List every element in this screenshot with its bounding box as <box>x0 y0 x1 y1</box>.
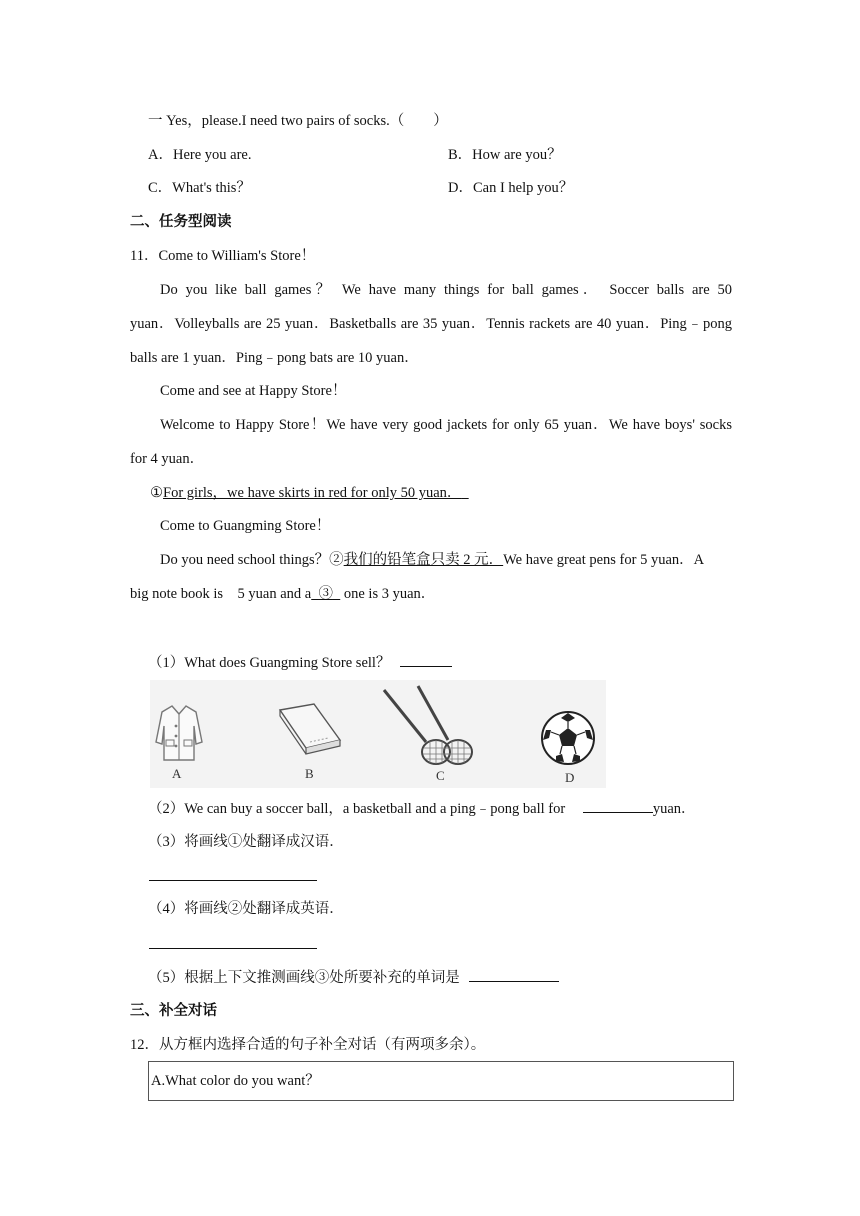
guangming-text-line2-end: one is 3 yuan． <box>340 586 436 602</box>
sub-question-4-text-start: （4）将画线 <box>148 901 228 917</box>
underlined-text-1: For girls，we have skirts in red for only 50 yuan． <box>163 485 462 501</box>
box-option-a: A.What color do you want？ <box>151 1073 320 1089</box>
q11-title: 11．Come to William's Store！ <box>130 248 316 264</box>
circled-mark-1: ① <box>150 485 163 501</box>
options-box <box>148 1061 734 1101</box>
william-paragraph-line3: balls are 1 yuan．Ping﹣pong bats are 10 yuan． <box>130 350 419 366</box>
sub-question-4-text-end: 处翻译成英语． <box>242 901 344 917</box>
happy-store-title: Come and see at Happy Store！ <box>160 383 347 399</box>
q12-title: 12．从方框内选择合适的句子补全对话（有两项多余）。 <box>130 1037 486 1053</box>
william-paragraph-line1: Do you like ball games？ We have many things for ball games． Soccer balls are 50 <box>160 282 732 298</box>
sub-question-5-text-start: （5）根据上下文推测画线 <box>148 970 315 986</box>
sub-question-1-text: （1）What does Guangming Store sell？ <box>148 655 391 671</box>
circled-mark-2: ② <box>329 552 344 568</box>
guangming-paragraph-line1 <box>160 550 732 570</box>
option-label-d: D <box>565 770 575 785</box>
guangming-text-end: We have great pens for 5 yuan．A <box>503 552 705 568</box>
guangming-text-start: Do you need school things？ <box>160 552 330 568</box>
answer-blank-5[interactable] <box>469 967 559 982</box>
sub-question-3 <box>148 832 344 852</box>
option-label-b: B <box>305 766 314 781</box>
answer-blank-2[interactable] <box>583 798 653 813</box>
guangming-text-line2-start: big note book is 5 yuan and a <box>130 586 312 602</box>
sub-question-3-text-end: 处翻译成汉语． <box>242 834 344 850</box>
sub-question-2 <box>148 798 696 819</box>
sub-question-5-text-end: 处所要补充的单词是 <box>329 970 460 986</box>
notebook-icon <box>274 702 344 758</box>
sub-question-4 <box>148 899 344 919</box>
section-title-complete-dialogue: 三、补全对话 <box>130 1003 217 1019</box>
rackets-icon <box>378 682 478 768</box>
q10-option-b: B．How are you？ <box>448 147 562 163</box>
happy-paragraph-line1: Welcome to Happy Store！We have very good jackets for only 65 yuan．We have boys' socks <box>160 417 732 433</box>
option-label-a: A <box>172 766 182 781</box>
sub-question-2-unit: yuan． <box>652 801 696 817</box>
sub-question-4-mark: ② <box>227 901 243 917</box>
sub-question-3-mark: ① <box>227 834 243 850</box>
q10-option-d: D．Can I help you？ <box>448 180 574 196</box>
underlined-text-2: 我们的铅笔盒只卖 2 元． <box>343 552 504 568</box>
underlined-sentence-1 <box>150 483 469 503</box>
jacket-icon <box>154 702 204 764</box>
answer-line-4[interactable] <box>149 948 317 949</box>
options-figure <box>150 680 606 788</box>
sub-question-2-text: （2）We can buy a soccer ball，a basketball and a ping﹣pong ball for <box>148 801 566 817</box>
option-label-c: C <box>436 768 445 783</box>
happy-paragraph-line2: for 4 yuan． <box>130 451 205 467</box>
soccer-ball-icon <box>538 708 598 768</box>
answer-line-3[interactable] <box>149 880 317 881</box>
sub-question-5-mark: ③ <box>314 970 330 986</box>
section-title-task-reading: 二、任务型阅读 <box>130 214 232 230</box>
q10-option-a: A．Here you are. <box>148 147 252 163</box>
guangming-paragraph-line2 <box>130 584 435 604</box>
guangming-store-title: Come to Guangming Store！ <box>160 518 331 534</box>
answer-blank-1[interactable] <box>400 652 452 667</box>
blank-3 <box>311 586 340 602</box>
sub-question-5 <box>148 967 559 988</box>
q10-option-c: C．What's this？ <box>148 180 251 196</box>
william-paragraph-line2: yuan．Volleyballs are 25 yuan．Basketballs are 35 yuan．Tennis rackets are 40 yuan．Ping﹣pong <box>130 316 732 332</box>
q10-stem: 一 Yes，please.I need two pairs of socks.（ ） <box>148 113 448 129</box>
circled-mark-3: ③ <box>318 586 333 602</box>
sub-question-1 <box>148 652 452 673</box>
underline-tail-1 <box>461 485 468 501</box>
sub-question-3-text-start: （3）将画线 <box>148 834 228 850</box>
